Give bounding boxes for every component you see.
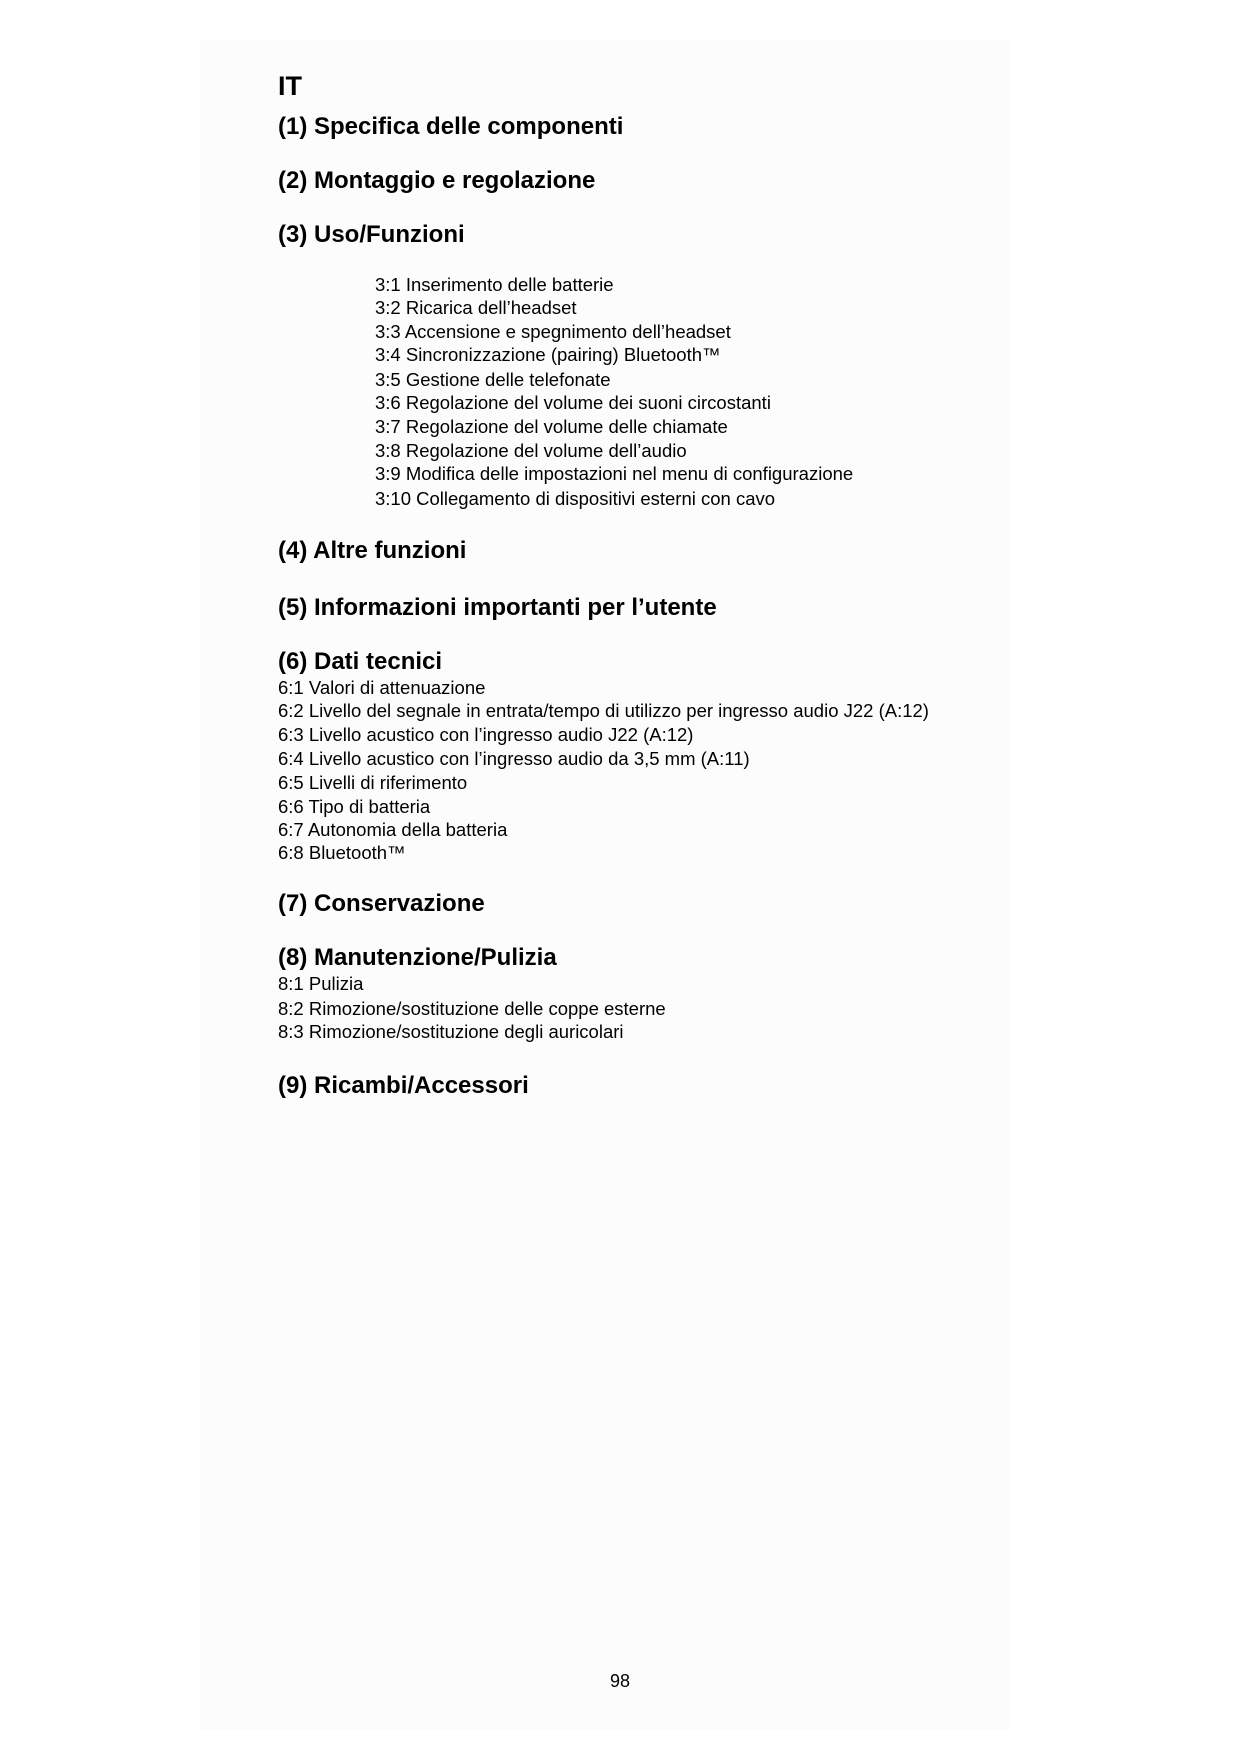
toc-item-6-5: 6:5 Livelli di riferimento xyxy=(278,772,468,793)
section-heading-9: (9) Ricambi/Accessori xyxy=(278,1072,529,1099)
toc-item-6-7: 6:7 Autonomia della batteria xyxy=(278,819,508,840)
toc-item-3-7: 3:7 Regolazione del volume delle chiamate xyxy=(375,416,728,437)
toc-item-6-8: 6:8 Bluetooth™ xyxy=(278,842,406,863)
section-heading-8: (8) Manutenzione/Pulizia xyxy=(278,944,557,971)
toc-item-3-6: 3:6 Regolazione del volume dei suoni circostanti xyxy=(375,392,771,413)
toc-item-3-10: 3:10 Collegamento di dispositivi esterni con cavo xyxy=(375,488,776,509)
toc-item-3-4: 3:4 Sincronizzazione (pairing) Bluetooth™ xyxy=(375,344,721,365)
toc-item-8-1: 8:1 Pulizia xyxy=(278,973,364,994)
language-code: IT xyxy=(278,71,302,101)
toc-item-3-9: 3:9 Modifica delle impostazioni nel menu di configurazione xyxy=(375,463,854,484)
toc-item-8-2: 8:2 Rimozione/sostituzione delle coppe esterne xyxy=(278,998,666,1019)
page-number: 98 xyxy=(609,1671,631,1691)
section-heading-1: (1) Specifica delle componenti xyxy=(278,113,624,140)
toc-item-3-2: 3:2 Ricarica dell’headset xyxy=(375,297,577,318)
toc-item-6-4: 6:4 Livello acustico con l’ingresso audio da 3,5 mm (A:11) xyxy=(278,748,750,769)
toc-item-3-5: 3:5 Gestione delle telefonate xyxy=(375,369,611,390)
toc-item-3-8: 3:8 Regolazione del volume dell’audio xyxy=(375,440,687,461)
section-heading-4: (4) Altre funzioni xyxy=(278,537,467,564)
section-heading-3: (3) Uso/Funzioni xyxy=(278,221,465,248)
toc-item-3-3: 3:3 Accensione e spegnimento dell’headset xyxy=(375,321,731,342)
toc-item-8-3: 8:3 Rimozione/sostituzione degli auricolari xyxy=(278,1021,624,1042)
toc-item-6-3: 6:3 Livello acustico con l’ingresso audio J22 (A:12) xyxy=(278,724,694,745)
toc-item-3-1: 3:1 Inserimento delle batterie xyxy=(375,274,614,295)
section-heading-2: (2) Montaggio e regolazione xyxy=(278,167,596,194)
toc-item-6-6: 6:6 Tipo di batteria xyxy=(278,796,431,817)
toc-item-6-2: 6:2 Livello del segnale in entrata/tempo di utilizzo per ingresso audio J22 (A:12) xyxy=(278,700,929,721)
toc-item-6-1: 6:1 Valori di attenuazione xyxy=(278,677,486,698)
section-heading-6: (6) Dati tecnici xyxy=(278,648,443,675)
section-heading-7: (7) Conservazione xyxy=(278,890,485,917)
section-heading-5: (5) Informazioni importanti per l’utente xyxy=(278,594,717,621)
